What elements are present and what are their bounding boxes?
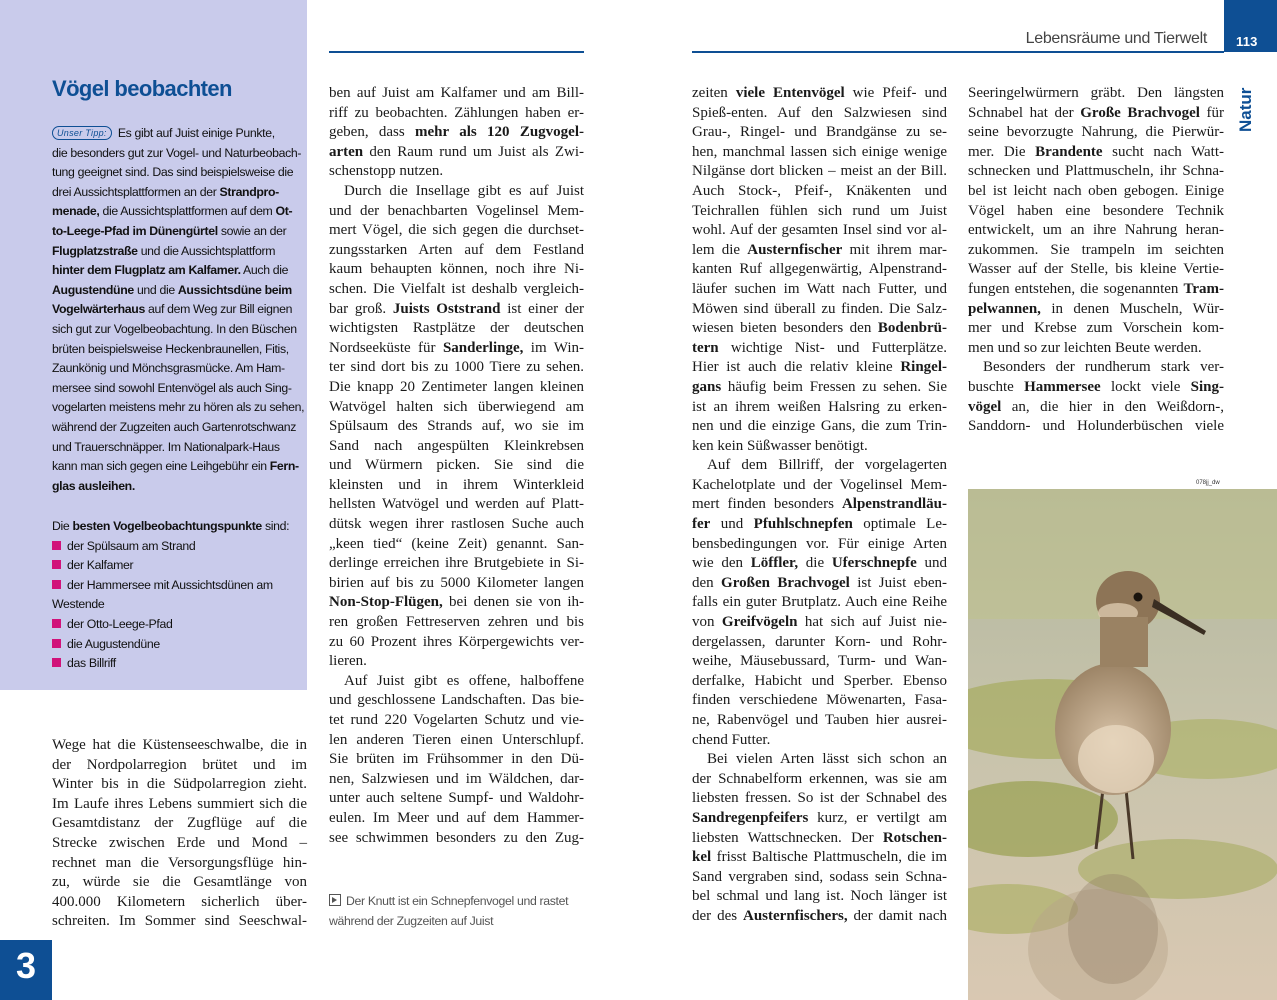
tip-box-text: Unser Tipp: Es gibt auf Juist einige Punkte, die besonders gut zur Vogel- und Naturbeobach- tung geeignet sind. Das sind beispielsweise die drei Aussichtsplattformen an der Strandpro- menade, die Aussichtsplattformen auf dem Ot- to-Leege-Pfad im Dünengürtel sowie an der Flugplatzstraße und die Aussichtsplattform hinter dem Flugplatz am Kalfamer. Auch die Augustendüne und die Aussichtsdüne beim Vogelwärterhaus auf dem Weg zur Bill eignen sich gut zur Vogelbeobachtung. In den Büschen brüten beispielsweise Heckenbraunellen, Fitis, Zaunkönig und Mönchsgrasmücke. Am Ham- mersee sind sowohl Entenvögel als auch Sing- vogelarten meistens mehr zu hören als zu sehen, während der Zugzeiten auch Gartenrotschwanz und Trauerschnäpper. Im Nationalpark-Haus kann man sich gegen eine Leihgebühr ein Fern- glas ausleihen. [52,126,305,493]
body-column-3: zeiten viele Entenvögel wie Pfeif- und Spieß-enten. Auf den Salzwiesen sind Grau-, Ringel- und Brandgänse zu se- hen, manchmal lassen sich einige wenige Nilgänse dort blicken – meist an der Bill. Auch Stock-, Pfeif-, Knäkenten und Teichrallen fühlen sich rund um Juist wohl. Auf der gesamten Insel sind vor al- lem die Austernfischer mit ihrem mar- kanten Ruf allgegenwärtig, Alpenstrand- läufer suchen im Watt nach Futter, und Möwen sind überall zu finden. Die Salz- wiesen bieten besonders den Bodenbrü- tern wichtige Nist- und Futterplätze. Hier ist auch die relativ kleine Ringel- gans häufig beim Fressen zu sehen. Sie ist an ihrem weißen Halsring zu erken- nen und die einzige Gans, die zum Trin- ken kein Süßwasser benötigt. Auf dem Billriff, der vorgelagerten Kachelotplate und der Vogelinsel Mem- mert finden besonders Alpenstrandläu- fer und Pfuhlschnepfen optimale Le- bensbedingungen vor. Für einige Arten wie den Löffler, die Uferschnepfe und den Großen Brachvogel ist Juist eben- falls ein guter Brutplatz. Auch eine Reihe von Greifvögeln hat sich auf Juist nie- dergelassen, darunter Korn- und Rohr- weihe, Mäusebussard, Turm- und Wan- derfalke, Habicht und Sperber. Ebenso finden verschiedene Möwenarten, Fasa- ne, Rabenvögel und Tauben hier ausrei- chend Futter. Bei vielen Arten lässt sich schon an der Schnabelform erkennen, was sie am liebsten fressen. So ist der Schnabel des Sandregenpfeifers kurz, er vertilgt am liebsten Wattschnecken. Der Rotschen- kel frisst Baltische Plattmuscheln, die im Sand vergraben sind, sodass sein Schna- bel schmal und lang ist. Noch länger ist der des Austernfischers, der damit nach [692,85,947,924]
column-rule-right [692,51,1224,53]
list-item: der Kalfamer [52,556,292,576]
list-item: das Billriff [52,654,292,674]
box-title: Vögel beobachten [52,76,232,101]
column-rule-left [329,51,584,53]
list-item: der Otto-Leege-Pfad [52,615,292,635]
bird-photo [968,489,1277,1000]
right-page-number: 113 [1236,34,1258,49]
bullet-icon [52,560,61,569]
body-column-2: ben auf Juist am Kalfamer und am Bill- riff zu beobachten. Zählungen haben er- geben, dass mehr als 120 Zugvogel- arten den Raum rund um Juist als Zwi- schenstopp nutzen. Durch die Insellage gibt es auf Juist und der benachbarten Vogelinsel Mem- mert Vögel, die sich gegen die durchset- zungsstarken Arten auf dem Festland kaum behaupten können, noch ihre Ni- schen. Die Vielfalt ist deshalb vergleich- bar groß. Juists Oststrand ist einer der wichtigsten Rastplätze der deutschen Nordseeküste für Sanderlinge, im Win- ter sind dort bis zu 1000 Tiere zu sehen. Die knapp 20 Zentimeter langen kleinen Watvögel halten sich überwiegend am Spülsaum des Strands auf, wo sie im Sand nach angespülten Kleinkrebsen und Würmern picken. Sie sind die kleinsten und in ihrem Winterkleid hellsten Watvögel und werden auf Platt- dütsk wegen ihrer rastlosen Suche auch „keen tied“ (keine Zeit) genannt. San- derlinge erreichen ihre Brutgebiete in Si- birien auf bis zu 5000 Kilometer langen Non-Stop-Flügen, bei denen sie von ih- ren großen Fettreserven zehren und bis zu 60 Prozent ihres Körpergewichts ver- lieren. Auf Juist gibt es offene, halboffene und geschlossene Landschaften. Das bie- tet rund 220 Vogelarten Schutz und vie- len anderen Tieren einen Unterschlupf. Sie brüten im Frühsommer in den Dü- nen, Salzwiesen und im Wäldchen, dar- unter auch seltene Sumpf- und Waldohr- eulen. Im Meer und auf dem Hammer- see schwimmen besonders zu den Zug- [329,85,584,846]
photo-credit: 078jj_dw [1196,480,1220,486]
section-side-label: Natur [1236,87,1255,132]
chapter-number-tab: 3 [0,940,52,1000]
list-item-continuation: Westende [52,597,105,612]
photo-reference-icon [329,894,341,906]
bullet-icon [52,580,61,589]
list-item: der Spülsaum am Strand [52,537,292,557]
list-item: der Hammersee mit Aussichtsdünen am [52,576,292,596]
body-column-4: Seeringelwürmern gräbt. Den längsten Schnabel hat der Große Brachvogel für seine bevorzugte Nahrung, die Pierwür- mer. Die Brandente sucht nach Watt- schnecken und Plattmuscheln, ihr Schna- bel ist leicht nach oben gebogen. Einige Vögel haben eine besondere Technik entwickelt, um an ihre Nahrung heran- zukommen. Sie trampeln im seichten Wasser auf der Stelle, bis kleine Vertie- fungen entstehen, die sogenannten Tram- pelwannen, in denen Muscheln, Wür- mer und Krebse zum Vorschein kom- men und so zur leichten Beute werden. Besonders der rundherum stark ver- buschte Hammersee lockt viele Sing- vögel an, die hier in den Weißdorn-, Sanddorn- und Holunderbüschen viele [968,85,1224,435]
tip-badge: Unser Tipp: [52,126,112,140]
knot-bird-illustration [968,489,1277,1000]
bullet-icon [52,658,61,667]
body-column-1: Wege hat die Küstenseeschwalbe, die in der Nordpolarregion brütet und im Winter bis in die Südpolarregion zieht. Im Laufe ihres Lebens summiert sich die Gesamtdistanz der Zugflüge auf die Strecke zwischen Erde und Mond – rechnet man die Versorgungsflüge hin- zu, würde sie die Gesamtlänge von 400.000 Kilometern sicherlich über- schreiten. Im Sommer sind Seeschwal- [52,737,307,930]
observation-list: Die besten Vogelbeobachtungspunkte sind: der Spülsaum am Strand der Kalfamer der Hammersee mit Aussichtsdünen am Westende der Otto-Leege-Pfad die Augustendüne das Billriff [52,517,292,674]
bullet-icon [52,541,61,550]
list-item: die Augustendüne [52,635,292,655]
bullet-icon [52,619,61,628]
bullet-icon [52,639,61,648]
photo-caption: Der Knutt ist ein Schnepfenvogel und rastet während der Zugzeiten auf Juist [329,894,569,928]
chapter-title: Lebensräume und Tierwelt [1025,30,1207,47]
